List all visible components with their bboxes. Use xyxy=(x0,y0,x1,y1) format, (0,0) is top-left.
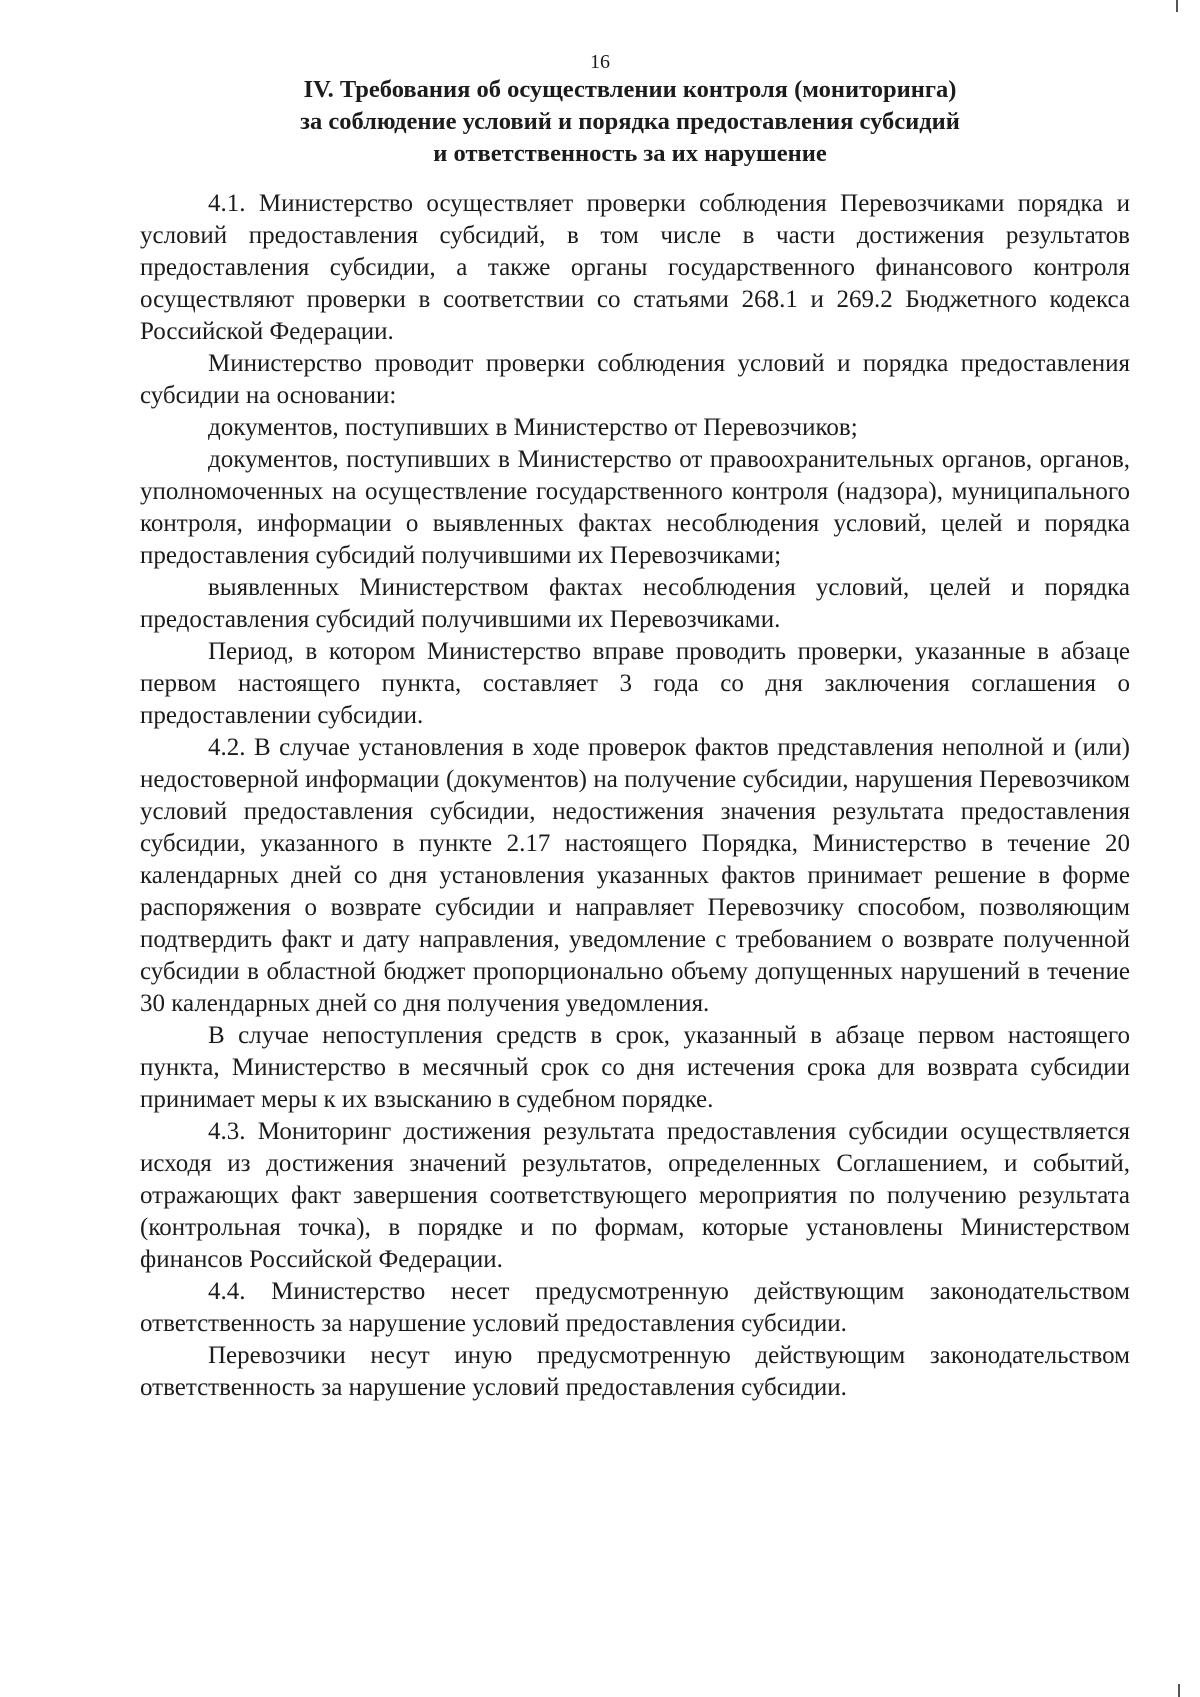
paragraph-check-period: Период, в котором Министерство вправе проводить проверки, указанные в абзаце первом настоящего пункта, составляет 3 года со дня заключения соглашения о предоставлении субсидии. xyxy=(140,638,1130,729)
page-number: 16 xyxy=(590,51,610,73)
scan-edge-mark xyxy=(1178,1684,1180,1697)
paragraph-checks-basis: Министерство проводит проверки соблюдения условий и порядка предоставления субсидии на основании: xyxy=(140,350,1130,409)
paragraph-4-4: 4.4. Министерство несет предусмотренную действующим законодательством ответственность за нарушение условий предоставления субсидии. xyxy=(140,1278,1130,1337)
paragraph-basis-item: выявленных Министерством фактах несоблюдения условий, целей и порядка предоставления субсидий получившими их Перевозчиками. xyxy=(140,574,1130,633)
paragraph-basis-item: документов, поступивших в Министерство от правоохранительных органов, органов, уполномоченных на осуществление государственного контроля (надзора), муниципального контроля, информации о выявленных фактах несоблюдения условий, целей и порядка предоставления субсидий получившими их Перевозчиками; xyxy=(140,446,1130,569)
section-heading-line: и ответственность за их нарушение xyxy=(433,140,827,167)
paragraph-4-3: 4.3. Мониторинг достижения результата предоставления субсидии осуществляется исходя из достижения значений результатов, определенных Соглашением, и событий, отражающих факт завершения соответствующего мероприятия по получению результата (контрольная точка), в порядке и по формам, которые установлены Министерством финансов Российской Федерации. xyxy=(140,1118,1130,1273)
paragraph-4-1: 4.1. Министерство осуществляет проверки соблюдения Перевозчиками порядка и условий предоставления субсидий, в том числе в части достижения результатов предоставления субсидии, а также органы государственного финансового контроля осуществляют проверки в соответствии со статьями 268.1 и 269.2 Бюджетного кодекса Российской Федерации. xyxy=(140,190,1130,345)
section-heading xyxy=(240,74,1020,170)
paragraph-4-2: 4.2. В случае установления в ходе проверок фактов представления неполной и (или) недостоверной информации (документов) на получение субсидии, нарушения Перевозчиком условий предоставления субсидии, недостижения значения результата предоставления субсидии, указанного в пункте 2.17 настоящего Порядка, Министерство в течение 20 календарных дней со дня установления указанных фактов принимает решение в форме распоряжения о возврате субсидии и направляет Перевозчику способом, позволяющим подтвердить факт и дату направления, уведомление с требованием о возврате полученной субсидии в областной бюджет пропорционально объему допущенных нарушений в течение 30 календарных дней со дня получения уведомления. xyxy=(140,734,1130,1017)
scan-edge-mark xyxy=(1176,0,1178,12)
section-heading-line: IV. Требования об осуществлении контроля (мониторинга) xyxy=(303,76,957,103)
document-body xyxy=(140,188,1130,1404)
paragraph-carrier-liability: Перевозчики несут иную предусмотренную действующим законодательством ответственность за нарушение условий предоставления субсидии. xyxy=(140,1342,1130,1401)
paragraph-basis-item: документов, поступивших в Министерство от Перевозчиков; xyxy=(208,414,858,441)
section-heading-line: за соблюдение условий и порядка предоставления субсидий xyxy=(300,108,960,135)
paragraph-non-receipt: В случае непоступления средств в срок, указанный в абзаце первом настоящего пункта, Министерство в месячный срок со дня истечения срока для возврата субсидии принимает меры к их взысканию в судебном порядке. xyxy=(140,1022,1130,1113)
